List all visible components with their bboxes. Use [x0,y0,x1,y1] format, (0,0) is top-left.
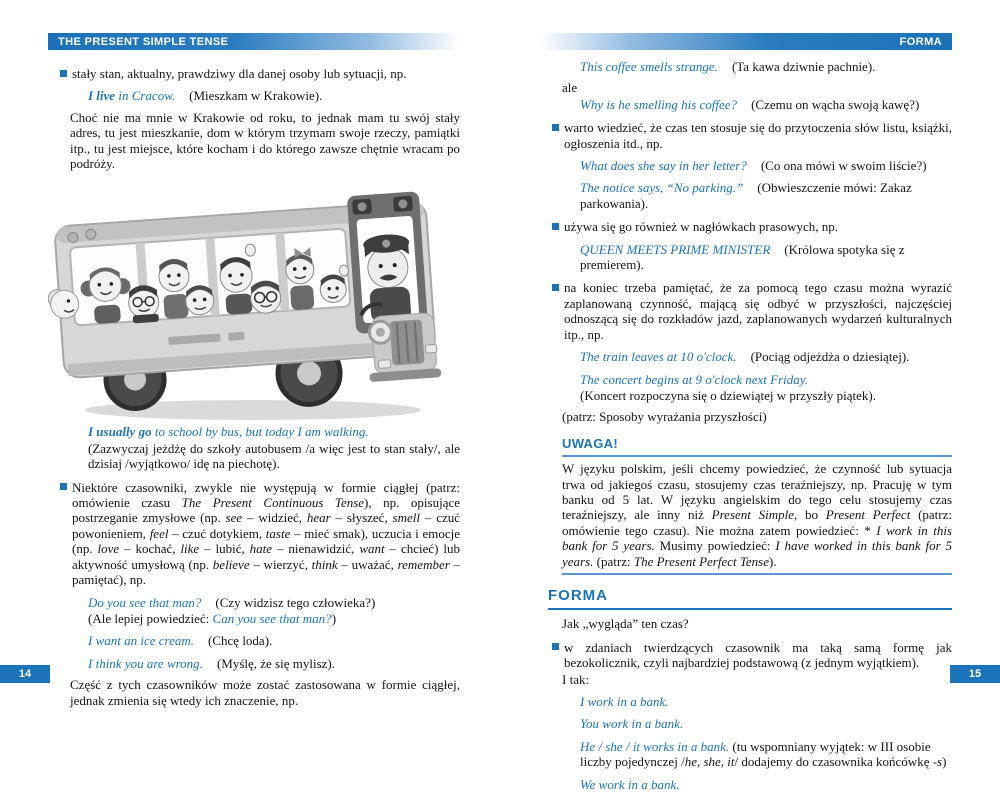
text-segment: remember [398,557,450,572]
text-segment: like [180,541,199,556]
text-segment: , bo [794,507,826,522]
bullet-item [60,480,460,588]
text-segment: I want an ice cream. [88,633,194,648]
text-segment: I have worked in this bank for 5 years. [562,538,952,568]
text-segment: Can you see that man? [213,611,332,626]
right-page-content [540,50,952,792]
example-line [88,633,460,648]
text-segment: (Chcę loda). [194,633,272,648]
paragraph [562,672,952,687]
right-page-number: 15 [969,668,981,680]
text-segment: Do you see that man? [88,595,201,610]
text-segment: he, she, it [685,754,735,769]
text-segment: The concert begins at 9 o'clock next Friday. [580,372,808,387]
example-line [580,777,952,792]
paragraph [70,110,460,172]
bullet-text [564,219,838,234]
text-segment: feel [150,526,169,541]
text-segment: Niektóre czasowniki, zwykle nie występują w formie ciągłej (patrz: omówienie czasu [72,480,460,510]
text-segment: (patrz: omówienie tego czasu). Nie można zatem powiedzieć: * [562,507,952,537]
text-segment: ), np. opisujące postrzeganie zmysłowe (np. [72,495,460,525]
example-line [580,97,952,112]
text-segment: I work in a bank. [580,694,668,709]
text-segment: smell [393,510,420,525]
text-segment: The train leaves at 10 o'clock. [580,349,737,364]
text-segment: (tu wspomniany wyjątek: w III osobie liczby pojedynczej / [580,739,931,769]
bullet-square-icon [60,483,67,490]
text-segment: – kochać, [119,541,180,556]
text-segment: Musimy powiedzieć: [655,538,776,553]
paragraph [562,409,952,424]
text-segment: używa się go również w nagłówkach prasowych, np. [564,219,838,234]
bus-illustration-svg [48,173,460,423]
note-divider [562,573,952,575]
text-segment: I work in this bank for 5 years. [562,523,952,553]
text-segment: to school by bus, but today I am walking. [152,424,369,439]
text-segment: in Cracow. [115,88,175,103]
text-segment: Present Perfect [826,507,911,522]
example-line [580,372,952,387]
text-segment: -s [933,754,942,769]
bullet-item [552,219,952,234]
text-segment: Część z tych czasowników może zostać zastosowana w formie ciągłej, jednak zmienia się wtedy ich znaczenie, np. [70,677,460,707]
example-line [580,59,952,74]
text-segment: I think you are wrong. [88,656,203,671]
text-segment: I usually go [88,424,152,439]
text-segment: The Present Continuous Tense [182,495,364,510]
example-line [580,349,952,364]
text-segment: QUEEN MEETS PRIME MINISTER [580,242,770,257]
text-segment: Present Simple [712,507,794,522]
text-segment: We work in a bank. [580,777,680,792]
left-page [48,33,460,708]
text-segment: ale [562,80,577,95]
paragraph [70,677,460,708]
text-segment: (Ale lepiej powiedzieć: [88,611,213,626]
example-line [580,739,952,770]
example-line [88,424,460,439]
text-segment: see [226,510,243,525]
text-segment: (Myślę, że się mylisz). [203,656,335,671]
text-segment: – pamiętać), np. [72,557,460,587]
example-line [88,595,460,610]
text-segment: warto wiedzieć, że czas ten stosuje się do przytoczenia słów listu, książki, ogłoszenia itd., np. [564,120,952,150]
text-segment: ) [942,754,946,769]
text-segment: (Czemu on wącha swoją kawę?) [737,97,919,112]
text-segment: – uważać, [338,557,398,572]
example-line [88,611,460,626]
text-segment: ). [769,554,777,569]
right-page-header-label: FORMA [900,36,942,48]
text-segment: / dodajemy do czasownika końcówkę [735,754,933,769]
text-segment: I live [88,88,115,103]
bullet-text [564,120,952,150]
text-segment: hear [307,510,331,525]
bullet-square-icon [552,643,559,650]
text-segment: This coffee smells strange. [580,59,718,74]
text-segment: – nienawidzić, [272,541,359,556]
text-segment: Jak „wygląda” ten czas? [562,616,689,631]
right-page [540,33,952,792]
bullet-item [552,640,952,671]
left-page-number: 14 [19,668,31,680]
school-bus-illustration [48,173,460,423]
text-segment: (Obwieszczenie mówi: Zakaz parkowania). [580,180,912,210]
text-segment: – czuć dotykiem, [168,526,265,541]
paragraph [562,461,952,569]
text-segment: – mieć smak), uczucia i emocje (np. [72,526,460,556]
text-segment: (Mieszkam w Krakowie). [175,88,322,103]
text-segment: (Ta kawa dziwnie pachnie). [718,59,875,74]
bullet-item [60,66,460,81]
left-page-number-tab [0,665,50,683]
text-segment: (Koncert rozpoczyna się o dziewiątej w przyszły piątek). [580,388,876,403]
text-segment: want [359,541,384,556]
text-segment: I tak: [562,672,589,687]
text-segment: ) [332,611,336,626]
text-segment: (patrz: Sposoby wyrażania przyszłości) [562,409,767,424]
text-segment: w zdaniach twierdzących czasownik ma taką samą formę jak bezokolicznik, czyli najbardziej podstawową (z jednym wyjątkiem). [564,640,952,670]
left-page-header-bar [48,33,460,50]
text-segment: – lubić, [199,541,249,556]
text-segment: (Co ona mówi w swoim liście?) [747,158,927,173]
text-segment: love [98,541,120,556]
text-segment: He / she / it works in a bank. [580,739,729,754]
text-segment: Choć nie ma mnie w Krakowie od roku, to jednak mam tu swój stały adres, tu jest mieszkanie, dom w którym trzymam swoje rzeczy, pamiątki itp., tu jest miejsce, które kocham i do którego zawsze chętnie wracam po podróży. [70,110,460,171]
text-segment: hate [250,541,272,556]
right-page-number-tab [950,665,1000,683]
text-segment: believe [213,557,250,572]
text-segment: (patrz: [593,554,633,569]
text-segment: – czuć powonieniem, [72,510,460,540]
bullet-square-icon [552,124,559,131]
note-divider [562,455,952,457]
bullet-item [552,280,952,342]
example-line [88,656,460,671]
example-line [88,88,460,103]
example-line [580,716,952,731]
text-segment: Why is he smelling his coffee? [580,97,737,112]
bullet-square-icon [552,223,559,230]
paragraph [562,80,952,95]
example-line [580,242,952,273]
example-line [580,158,952,173]
text-segment: stały stan, aktualny, prawdziwy dla danej osoby lub sytuacji, np. [72,66,407,81]
text-segment: FORMA [548,587,608,604]
text-segment: The Present Perfect Tense [634,554,769,569]
left-page-header-label: THE PRESENT SIMPLE TENSE [58,36,228,48]
text-segment: The notice says, “No parking.” [580,180,743,195]
bullet-text [564,640,952,670]
text-segment: W języku polskim, jeśli chcemy powiedzieć, że czynność lub sytuacja trwa od jakiegoś czasu, stosujemy czas teraźniejszy, np. Pracuję w tym banku od 5 lat. W języku angielskim do tego celu stosujemy czas teraźniejszy, ale inny niż [562,461,952,522]
right-page-header-bar [540,33,952,50]
paragraph [562,616,952,631]
note-heading [562,436,952,451]
bullet-item [552,120,952,151]
text-segment: taste [266,526,291,541]
bullet-square-icon [552,284,559,291]
text-segment: What does she say in her letter? [580,158,747,173]
text-segment: (Pociąg odjeżdża o dziesiątej). [737,349,910,364]
text-segment: You work in a bank. [580,716,683,731]
text-segment: – widzieć, [242,510,307,525]
paragraph [88,441,460,472]
left-page-content [48,50,460,708]
bullet-square-icon [60,70,67,77]
text-segment: UWAGA! [562,436,618,451]
section-heading [548,588,952,610]
text-segment: (Królowa spotyka się z premierem). [580,242,905,272]
text-segment: – chcieć) lub aktywność umysłową (np. [72,541,460,571]
example-line [580,180,952,211]
text-segment: – słyszeć, [331,510,393,525]
text-segment: (Czy widzisz tego człowieka?) [201,595,375,610]
bullet-text [564,280,952,341]
text-segment: think [312,557,338,572]
text-segment: (Zazwyczaj jeżdżę do szkoły autobusem /a więc jest to stan stały/, ale dzisiaj /wyjątkowo/ idę na piechotę). [88,441,460,471]
paragraph [580,388,952,403]
bullet-text [72,480,460,587]
bullet-text [72,66,407,81]
text-segment: na koniec trzeba pamiętać, że za pomocą tego czasu można wyrazić zaplanowaną czynność, mającą się odbyć w przyszłości, najczęściej odnoszącą się do rozkładów jazd, zaplanowanych wydarzeń kulturalnych itp., np. [564,280,952,341]
example-line [580,694,952,709]
text-segment: – wierzyć, [250,557,312,572]
